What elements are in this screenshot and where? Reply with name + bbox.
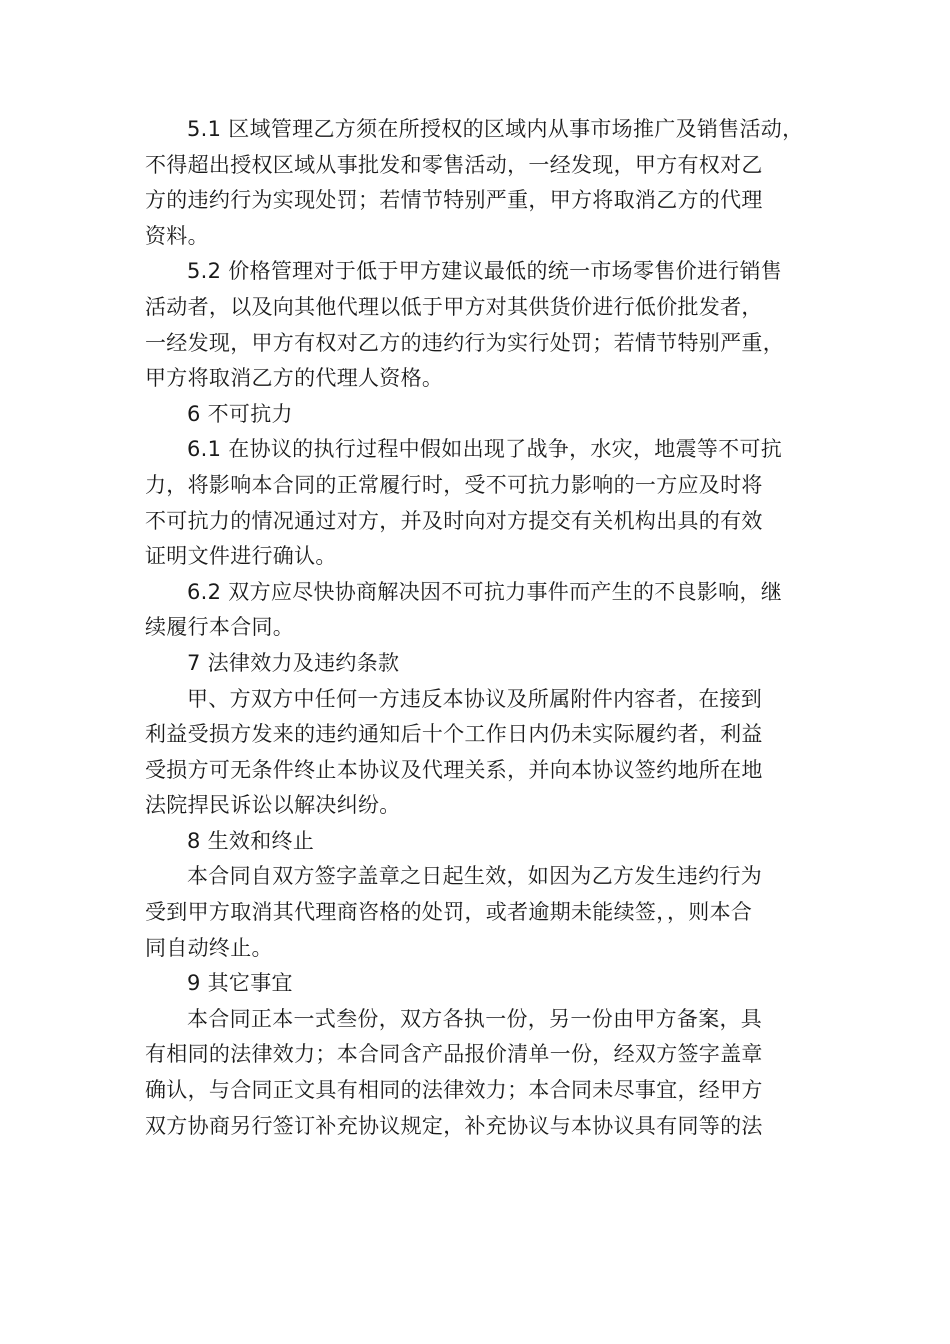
document-body — [145, 112, 825, 1144]
text-line: 5.2 价格管理对于低于甲方建议最低的统一市场零售价进行销售 — [187, 259, 783, 284]
text-line: 6.2 双方应尽快协商解决因不可抗力事件而产生的不良影响，继 — [187, 579, 783, 604]
text-line: 甲、方双方中任何一方违反本协议及所属附件内容者，在接到 — [187, 686, 763, 711]
section-7-paragraph — [145, 682, 825, 824]
text-line: 本合同正本一式叁份，双方各执一份，另一份由甲方备案，具 — [187, 1006, 763, 1031]
clause-5-1-paragraph — [145, 112, 825, 254]
text-line: 甲方将取消乙方的代理人资格。 — [145, 366, 444, 391]
text-line: 受到甲方取消其代理商咨格的处罚，或者逾期未能续签，，则本合 — [145, 900, 753, 925]
text-line: 方的违约行为实现处罚；若情节特别严重，甲方将取消乙方的代理 — [145, 188, 763, 213]
text-line: 力，将影响本合同的正常履行时，受不可抗力影响的一方应及时将 — [145, 472, 763, 497]
text-line: 6.1 在协议的执行过程中假如出现了战争，水灾，地震等不可抗 — [187, 437, 783, 462]
section-9-paragraph — [145, 1002, 825, 1144]
text-line: 资料。 — [145, 223, 209, 248]
text-line: 不得超出授权区域从事批发和零售活动，一经发现，甲方有权对乙 — [145, 152, 763, 177]
section-6-heading — [145, 397, 825, 433]
text-line: 证明文件进行确认。 — [145, 544, 337, 569]
text-line: 确认，与合同正文具有相同的法律效力；本合同未尽事宜，经甲方 — [145, 1078, 763, 1103]
text-line: 双方协商另行签订补充协议规定，补充协议与本协议具有同等的法 — [145, 1113, 763, 1138]
section-8-paragraph — [145, 859, 825, 966]
text-line: 同自动终止。 — [145, 935, 273, 960]
text-line: 利益受损方发来的违约通知后十个工作日内仍未实际履约者，利益 — [145, 722, 763, 747]
text-line: 5.1 区域管理乙方须在所授权的区域内从事市场推广及销售活动， — [187, 117, 804, 141]
clause-5-2-paragraph — [145, 254, 825, 396]
text-line: 一经发现，甲方有权对乙方的违约行为实行处罚；若情节特别严重， — [145, 330, 784, 355]
text-line: 受损方可无条件终止本协议及代理关系，并向本协议签约地所在地 — [145, 757, 763, 782]
text-line: 6 不可抗力 — [187, 401, 293, 426]
clause-6-1-paragraph — [145, 432, 825, 574]
section-7-heading — [145, 646, 825, 682]
text-line: 本合同自双方签字盖章之日起生效，如因为乙方发生违约行为 — [187, 864, 763, 889]
section-8-heading — [145, 824, 825, 860]
text-line: 8 生效和终止 — [187, 828, 315, 853]
text-line: 9 其它事宜 — [187, 971, 293, 996]
section-9-heading — [145, 966, 825, 1002]
text-line: 法院捍民诉讼以解决纠纷。 — [145, 793, 401, 818]
text-line: 有相同的法律效力；本合同含产品报价清单一份，经双方签字盖章 — [145, 1042, 763, 1067]
text-line: 不可抗力的情况通过对方，并及时向对方提交有关机构出具的有效 — [145, 508, 763, 533]
clause-6-2-paragraph — [145, 575, 825, 646]
text-line: 7 法律效力及违约条款 — [187, 650, 400, 675]
text-line: 活动者，以及向其他代理以低于甲方对其供货价进行低价批发者， — [145, 294, 763, 319]
text-line: 续履行本合同。 — [145, 615, 295, 640]
